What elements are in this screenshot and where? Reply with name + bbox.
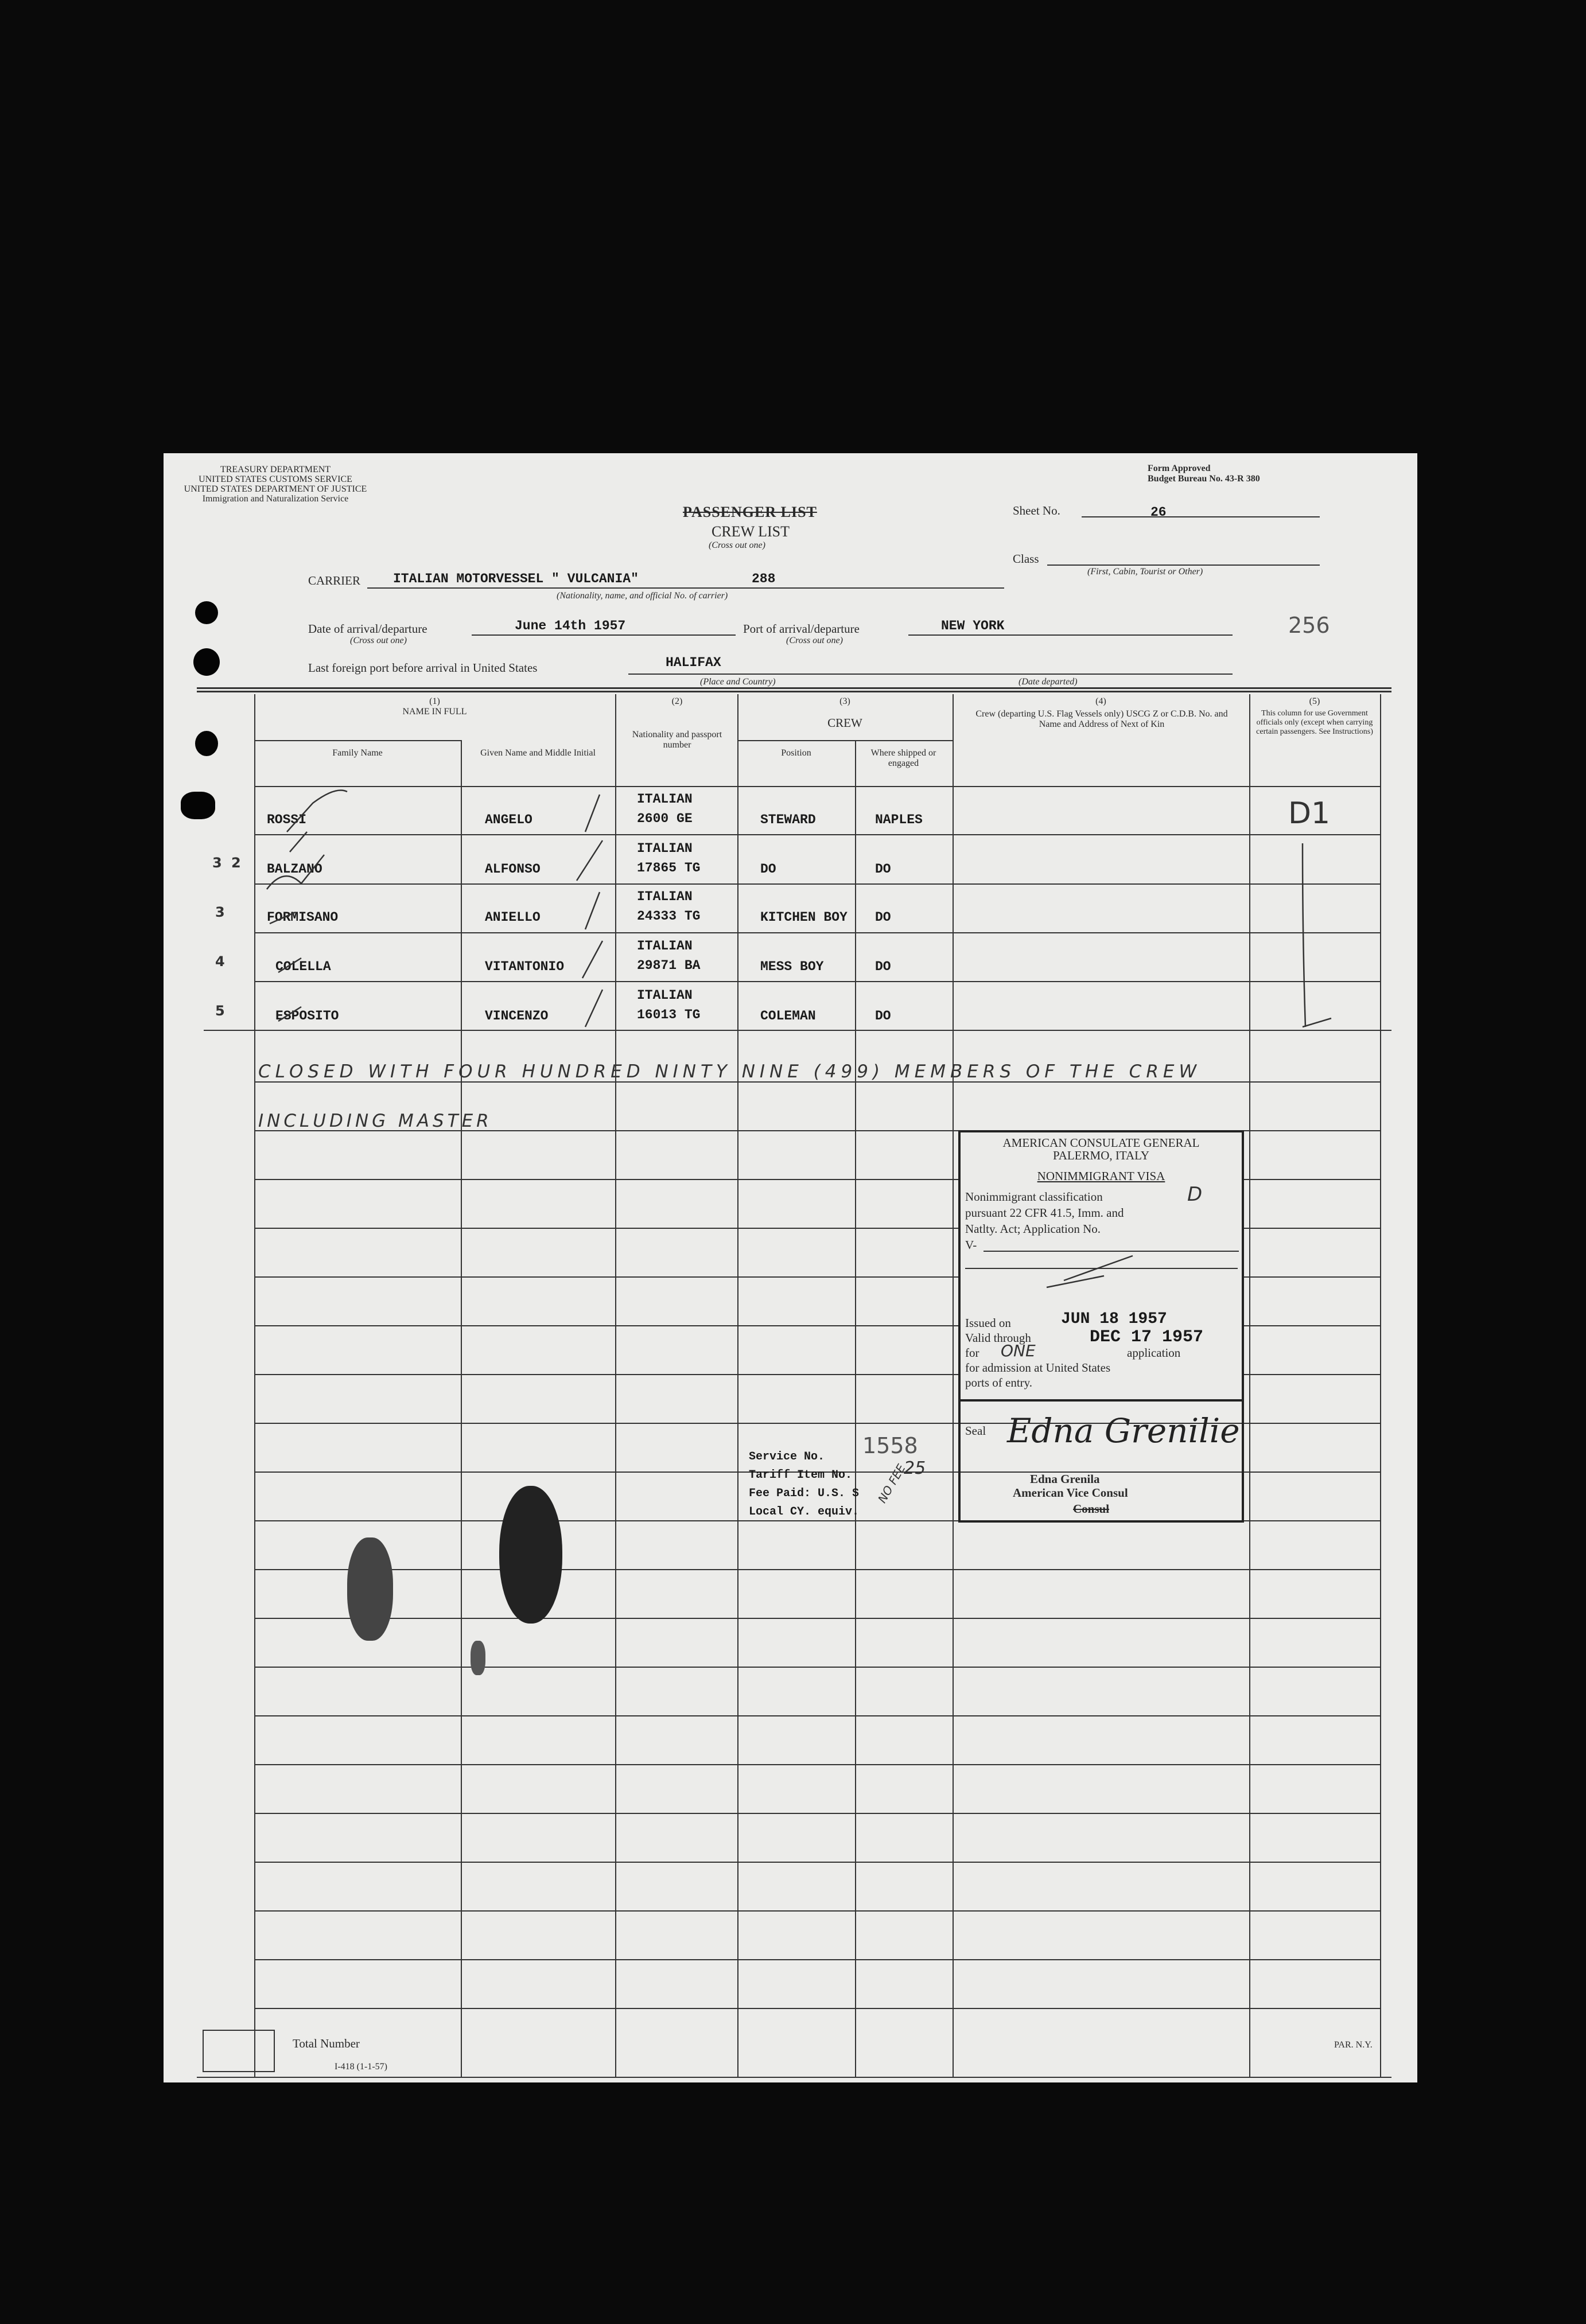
carrier-label: CARRIER bbox=[308, 574, 361, 587]
d1-annotation: D1 bbox=[1288, 796, 1331, 831]
visa-stamp-lower bbox=[958, 1397, 1244, 1523]
classification-label: Nonimmigrant classification bbox=[965, 1190, 1103, 1204]
col1a-header: Family Name bbox=[332, 748, 383, 758]
given-name: ANGELO bbox=[485, 812, 532, 827]
carrier-official-number: 288 bbox=[752, 571, 776, 586]
nationality: ITALIAN bbox=[637, 792, 693, 807]
local-label: Local CY. equiv. bbox=[749, 1505, 860, 1519]
row-number: 5 bbox=[215, 1003, 225, 1019]
tariff-label: Tariff Item No. bbox=[749, 1469, 853, 1482]
visa-stamp bbox=[958, 1130, 1244, 1402]
position: STEWARD bbox=[760, 812, 816, 827]
admission-text: for admission at United States bbox=[965, 1361, 1111, 1375]
where-shipped: NAPLES bbox=[875, 812, 923, 827]
row-number: 2 bbox=[231, 855, 241, 871]
given-name: ALFONSO bbox=[485, 862, 541, 877]
family-name: FORMISANO bbox=[267, 910, 339, 925]
sheet-label: Sheet No. bbox=[1013, 504, 1060, 517]
col4-label: Crew (departing U.S. Flag Vessels only) USCG Z or C.D.B. No. and Name and Address of Next of Kin bbox=[975, 709, 1228, 729]
position: DO bbox=[760, 862, 776, 877]
passport-number: 24333 TG bbox=[637, 909, 701, 924]
position: MESS BOY bbox=[760, 959, 824, 974]
for-label: for bbox=[965, 1346, 979, 1360]
col3-header: (3) bbox=[839, 696, 850, 706]
row-margin-number: 3 bbox=[212, 855, 222, 871]
passport-number: 2600 GE bbox=[637, 811, 693, 826]
last-port-note: (Place and Country) bbox=[700, 677, 776, 687]
sheet-number: 26 bbox=[1150, 505, 1167, 520]
col1-header: (1) NAME IN FULL bbox=[402, 696, 467, 717]
carrier-value: ITALIAN MOTORVESSEL " VULCANIA" bbox=[393, 571, 639, 586]
printer-mark: PAR. N.Y. bbox=[1334, 2040, 1373, 2050]
last-port-label: Last foreign port before arrival in United States bbox=[308, 661, 538, 675]
consul-crossed: Consul bbox=[1073, 1502, 1110, 1516]
nationality: ITALIAN bbox=[637, 889, 693, 904]
date-label: Date of arrival/departure bbox=[308, 622, 427, 636]
date-departed-note: (Date departed) bbox=[1019, 677, 1078, 687]
nationality: ITALIAN bbox=[637, 939, 693, 953]
col3b-header: Where shipped or engaged bbox=[870, 748, 936, 768]
nationality: ITALIAN bbox=[637, 841, 693, 856]
application-label: application bbox=[1127, 1346, 1181, 1360]
service-value: 1558 bbox=[862, 1433, 918, 1458]
col5-label: This column for use Government officials only (except when carrying certain passengers. See Instructions) bbox=[1256, 709, 1373, 736]
ports-text: ports of entry. bbox=[965, 1376, 1033, 1389]
valid-label: Valid through bbox=[965, 1331, 1031, 1345]
pursuant-text: pursuant 22 CFR 41.5, Imm. and bbox=[965, 1206, 1124, 1220]
issued-date: JUN 18 1957 bbox=[1061, 1310, 1167, 1328]
port-value: NEW YORK bbox=[941, 618, 1005, 633]
where-shipped: DO bbox=[875, 1009, 891, 1023]
embossed-seal-icon bbox=[471, 1641, 485, 1675]
signature: Edna Grenilie bbox=[1007, 1411, 1240, 1450]
agency-header: TREASURY DEPARTMENT UNITED STATES CUSTOMS SERVICE UNITED STATES DEPARTMENT OF JUSTICE Immigration and Naturalization Service bbox=[184, 465, 367, 504]
port-label: Port of arrival/departure bbox=[743, 622, 860, 636]
col2-header: (2) bbox=[671, 696, 683, 706]
embossed-seal-icon bbox=[499, 1486, 562, 1624]
total-number-box bbox=[203, 2030, 275, 2072]
position: COLEMAN bbox=[760, 1009, 816, 1023]
consulate-city: PALERMO, ITALY bbox=[1052, 1149, 1150, 1162]
total-number-label: Total Number bbox=[293, 2037, 360, 2050]
nationality: ITALIAN bbox=[637, 988, 693, 1003]
family-name: ESPOSITO bbox=[275, 1009, 339, 1023]
issued-label: Issued on bbox=[965, 1316, 1011, 1330]
form-approved: Form Approved Budget Bureau No. 43-R 380 bbox=[1148, 464, 1260, 484]
given-name: VINCENZO bbox=[485, 1009, 549, 1023]
embossed-seal-icon bbox=[347, 1537, 393, 1641]
col5-header: (5) bbox=[1309, 696, 1320, 706]
position: KITCHEN BOY bbox=[760, 910, 848, 925]
title-note: (Cross out one) bbox=[709, 540, 765, 550]
signer-title: American Vice Consul bbox=[1013, 1486, 1128, 1500]
closing-line-1: CLOSED WITH FOUR HUNDRED NINTY NINE (499) MEMBERS OF THE CREW bbox=[258, 1061, 1202, 1082]
family-name: BALZANO bbox=[267, 862, 322, 877]
check-marks bbox=[164, 453, 1417, 1084]
fee-value: NO FEE bbox=[875, 1462, 908, 1505]
passport-number: 16013 TG bbox=[637, 1007, 701, 1022]
for-value: ONE bbox=[1001, 1341, 1036, 1360]
form-number: I-418 (1-1-57) bbox=[335, 2062, 387, 2072]
v-label: V- bbox=[965, 1238, 977, 1252]
given-name: VITANTONIO bbox=[485, 959, 565, 974]
col4-header: (4) bbox=[1095, 696, 1106, 706]
row-number: 4 bbox=[215, 953, 225, 970]
col1b-header: Given Name and Middle Initial bbox=[480, 748, 596, 758]
signer-name: Edna Grenila bbox=[1030, 1472, 1100, 1486]
page-number: 256 bbox=[1288, 613, 1330, 638]
class-note: (First, Cabin, Tourist or Other) bbox=[1087, 567, 1203, 577]
where-shipped: DO bbox=[875, 910, 891, 925]
family-name: ROSSI bbox=[267, 812, 307, 827]
row-number: 3 bbox=[215, 904, 225, 920]
tariff-value: 25 bbox=[904, 1458, 926, 1478]
valid-date: DEC 17 1957 bbox=[1090, 1328, 1204, 1347]
fee-label: Fee Paid: U.S. $ bbox=[749, 1487, 860, 1500]
passport-number: 17865 TG bbox=[637, 861, 701, 875]
page-title: CREW LIST bbox=[712, 523, 790, 540]
consulate-name: AMERICAN CONSULATE GENERAL bbox=[1002, 1136, 1200, 1150]
passport-number: 29871 BA bbox=[637, 958, 701, 973]
family-name: COLELLA bbox=[275, 959, 331, 974]
last-port-value: HALIFAX bbox=[666, 655, 721, 670]
date-value: June 14th 1957 bbox=[515, 618, 626, 633]
col2-label: Nationality and passport number bbox=[632, 730, 722, 750]
passenger-list-crossed: PASSENGER LIST bbox=[683, 504, 817, 520]
where-shipped: DO bbox=[875, 959, 891, 974]
where-shipped: DO bbox=[875, 862, 891, 877]
date-note: (Cross out one) bbox=[350, 636, 407, 645]
crew-list-form bbox=[164, 453, 1417, 2082]
visa-type: NONIMMIGRANT VISA bbox=[1037, 1169, 1165, 1183]
col3a-header: Position bbox=[781, 748, 811, 758]
classification-value: D bbox=[1187, 1183, 1203, 1206]
given-name: ANIELLO bbox=[485, 910, 541, 925]
col3-label: CREW bbox=[827, 716, 862, 730]
class-label: Class bbox=[1013, 552, 1039, 566]
seal-label: Seal bbox=[965, 1424, 986, 1438]
port-note: (Cross out one) bbox=[786, 636, 843, 645]
service-label: Service No. bbox=[749, 1450, 825, 1463]
closing-line-2: INCLUDING MASTER bbox=[258, 1111, 492, 1131]
natlty-text: Natlty. Act; Application No. bbox=[965, 1222, 1101, 1236]
carrier-note: (Nationality, name, and official No. of carrier) bbox=[557, 591, 728, 601]
